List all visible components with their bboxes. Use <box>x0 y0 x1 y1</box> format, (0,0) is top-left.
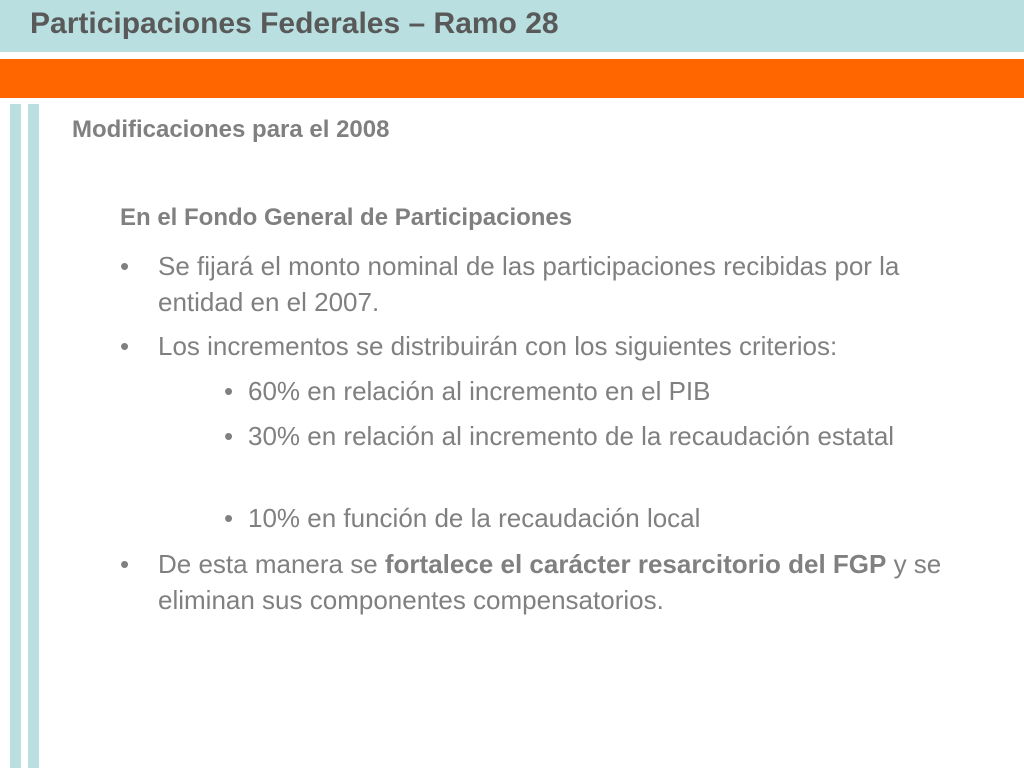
left-decorative-bar-1 <box>10 104 21 768</box>
slide-subtitle: Modificaciones para el 2008 <box>72 116 390 143</box>
slide-title: Participaciones Federales – Ramo 28 <box>30 7 559 40</box>
sub-bullet-text: 30% en relación al incremento de la recaudación estatal <box>248 421 895 451</box>
title-band <box>0 0 1024 52</box>
bullet-item <box>120 546 970 618</box>
bullet-text: Se fijará el monto nominal de las participaciones recibidas por la entidad en el 2007. <box>158 251 900 317</box>
bullet-marker: • <box>120 549 130 579</box>
bullet-marker: • <box>120 331 130 361</box>
sub-bullet-text: 10% en función de la recaudación local <box>248 503 701 533</box>
section-title: En el Fondo General de Participaciones <box>120 204 573 231</box>
bullet-text <box>158 546 970 618</box>
bullet-text-suffix: y se eliminan sus componentes compensatorios. <box>158 549 942 615</box>
sub-bullet-item <box>224 373 924 409</box>
sub-bullet-marker: • <box>224 421 234 451</box>
left-decorative-bar-2 <box>28 104 39 768</box>
bullet-item <box>120 248 950 320</box>
bullet-item <box>120 328 950 364</box>
sub-bullet-marker: • <box>224 503 234 533</box>
sub-bullet-marker: • <box>224 376 234 406</box>
sub-bullet-item <box>224 500 924 536</box>
bullet-text-prefix: De esta manera se <box>158 549 385 579</box>
sub-bullet-text: 60% en relación al incremento en el PIB <box>248 376 711 406</box>
bullet-text: Los incrementos se distribuirán con los siguientes criterios: <box>158 331 838 361</box>
orange-accent-band <box>0 59 1024 98</box>
sub-bullet-item <box>224 418 924 454</box>
bullet-text-bold: fortalece el carácter resarcitorio del FGP <box>384 549 887 579</box>
bullet-marker: • <box>120 251 130 281</box>
